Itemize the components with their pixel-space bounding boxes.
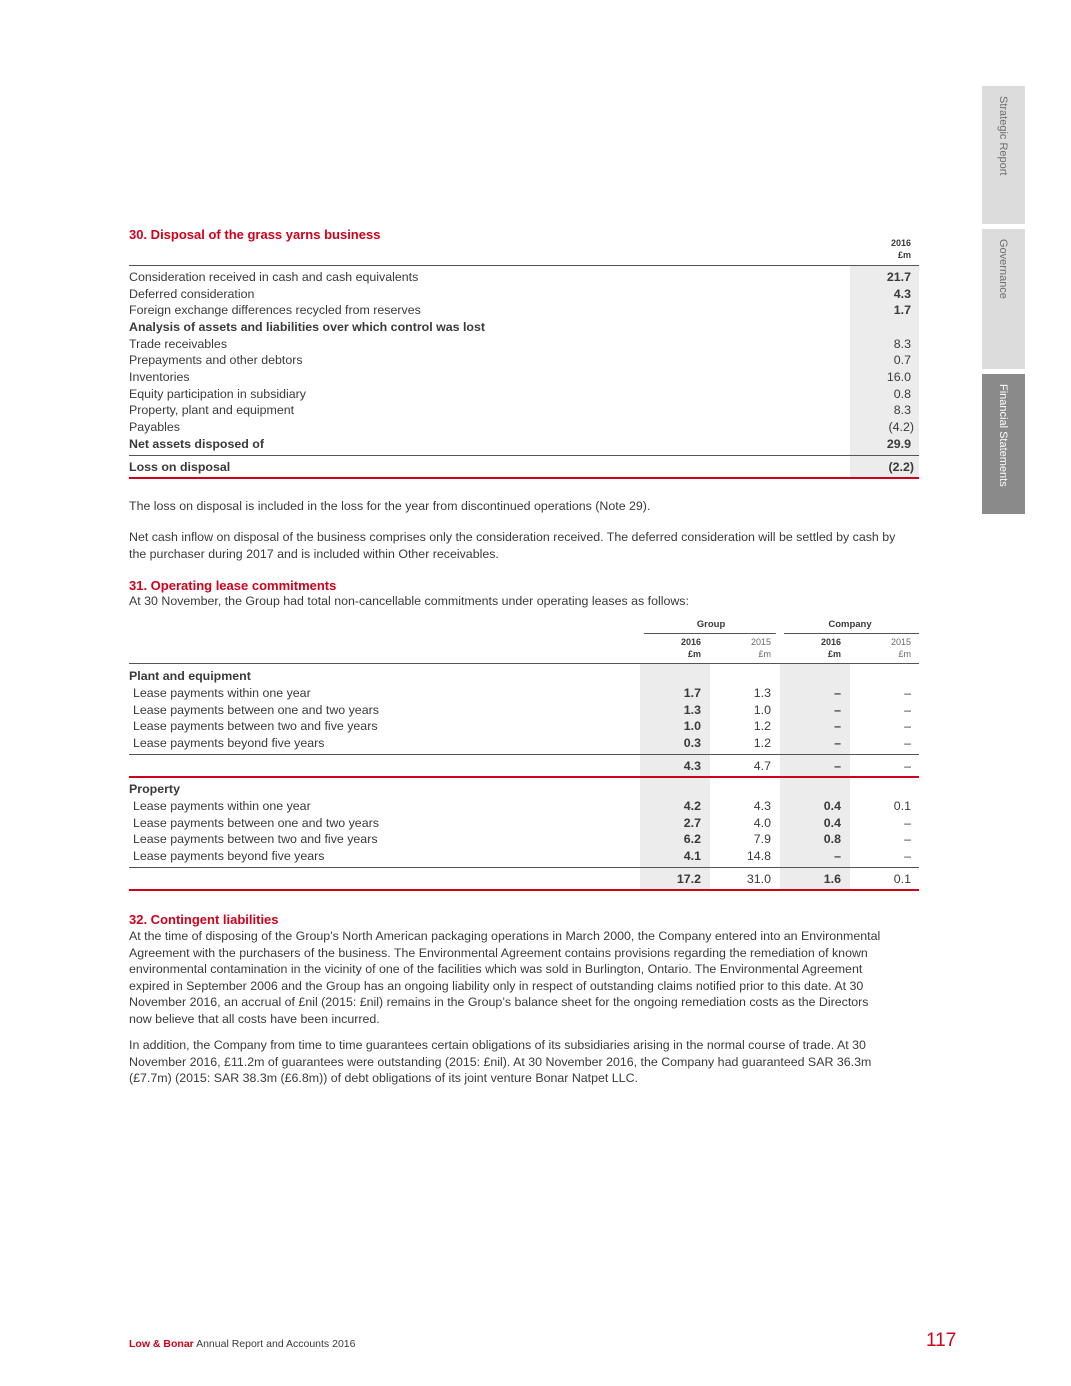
table-row bbox=[129, 402, 919, 419]
table-row bbox=[129, 286, 919, 303]
col-unit: £m bbox=[898, 649, 911, 659]
page-number: 117 bbox=[926, 1330, 957, 1351]
side-tab-label: Governance bbox=[997, 239, 1009, 299]
cell-company-2015: – bbox=[904, 686, 911, 700]
brand-name: Low & Bonar bbox=[129, 1338, 194, 1350]
cell-company-2016: – bbox=[834, 719, 841, 733]
rule-red bbox=[129, 889, 919, 891]
row-value: 21.7 bbox=[886, 270, 911, 284]
table-row bbox=[129, 702, 919, 719]
row-label: Deferred consideration bbox=[129, 287, 255, 301]
cell-company-2016: 0.4 bbox=[823, 799, 841, 813]
row-label: Lease payments between two and five years bbox=[133, 719, 378, 733]
cell-company-2016: – bbox=[834, 736, 841, 750]
row-label: Lease payments within one year bbox=[133, 686, 311, 700]
table-row bbox=[129, 798, 919, 815]
table-total-row bbox=[129, 871, 919, 888]
table-row bbox=[129, 685, 919, 702]
row-value: 8.3 bbox=[893, 403, 911, 417]
cell-company-2015: – bbox=[904, 703, 911, 717]
side-tab-label: Strategic Report bbox=[997, 96, 1009, 176]
group-header: Group bbox=[696, 619, 726, 630]
col-header bbox=[721, 636, 771, 660]
table-row bbox=[129, 831, 919, 848]
table-total-row bbox=[129, 758, 919, 775]
cell-group-2015: 4.3 bbox=[753, 799, 771, 813]
table-row bbox=[129, 848, 919, 865]
row-label: Lease payments beyond five years bbox=[133, 849, 325, 863]
section-label: Plant and equipment bbox=[129, 669, 251, 683]
cell-group-2015: 1.0 bbox=[753, 703, 771, 717]
cell-group-2015: 1.2 bbox=[753, 736, 771, 750]
cell-group-2016: 4.2 bbox=[683, 799, 701, 813]
cell-group-2015: 1.3 bbox=[753, 686, 771, 700]
footer-title bbox=[129, 1338, 355, 1350]
row-label: Trade receivables bbox=[129, 337, 228, 351]
row-label: Analysis of assets and liabilities over which control was lost bbox=[129, 320, 485, 334]
row-value: (4.2) bbox=[888, 420, 914, 434]
cell-company-2016: – bbox=[834, 686, 841, 700]
col-header bbox=[651, 636, 701, 660]
cell-company-2015: – bbox=[904, 736, 911, 750]
col-unit: £m bbox=[897, 250, 911, 260]
cell-company-2015: – bbox=[904, 832, 911, 846]
side-tab-label: Financial Statements bbox=[997, 384, 1009, 487]
cell-group-2015: 31.0 bbox=[746, 872, 771, 886]
report-title: Annual Report and Accounts 2016 bbox=[196, 1338, 356, 1350]
row-value: 0.8 bbox=[893, 387, 911, 401]
row-label: Equity participation in subsidiary bbox=[129, 387, 307, 401]
cell-company-2015: 0.1 bbox=[893, 799, 911, 813]
row-label: Lease payments between two and five years bbox=[133, 832, 378, 846]
col-year: 2016 bbox=[820, 637, 841, 647]
table-row bbox=[129, 302, 919, 319]
row-label: Foreign exchange differences recycled from reserves bbox=[129, 303, 421, 317]
col-unit: £m bbox=[758, 649, 771, 659]
col-unit: £m bbox=[687, 649, 701, 659]
cell-company-2016: 1.6 bbox=[823, 872, 841, 886]
cell-group-2016: 17.2 bbox=[676, 872, 701, 886]
cell-company-2015: – bbox=[904, 719, 911, 733]
table-row bbox=[129, 386, 919, 403]
cell-group-2016: 1.3 bbox=[683, 703, 701, 717]
note32-title: 32. Contingent liabilities bbox=[129, 912, 279, 927]
cell-company-2016: 0.8 bbox=[823, 832, 841, 846]
row-label: Net assets disposed of bbox=[129, 437, 264, 451]
cell-group-2016: 4.3 bbox=[683, 759, 701, 773]
cell-group-2015: 7.9 bbox=[753, 832, 771, 846]
table-row bbox=[129, 352, 919, 369]
row-label: Inventories bbox=[129, 370, 190, 384]
row-label: Property, plant and equipment bbox=[129, 403, 295, 417]
cell-group-2016: 4.1 bbox=[683, 849, 701, 863]
row-value: 8.3 bbox=[893, 337, 911, 351]
cell-company-2015: – bbox=[904, 849, 911, 863]
cell-company-2015: 0.1 bbox=[893, 872, 911, 886]
row-value: 1.7 bbox=[893, 303, 911, 317]
row-label: Loss on disposal bbox=[129, 460, 231, 474]
row-value: 29.9 bbox=[886, 437, 911, 451]
col-year: 2015 bbox=[750, 637, 771, 647]
row-label: Consideration received in cash and cash equivalents bbox=[129, 270, 419, 284]
table-row bbox=[129, 369, 919, 386]
cell-group-2015: 4.0 bbox=[753, 816, 771, 830]
note30-col-header bbox=[850, 237, 911, 261]
table-row bbox=[129, 419, 919, 436]
rule bbox=[129, 867, 919, 868]
row-label: Lease payments within one year bbox=[133, 799, 311, 813]
col-year: 2015 bbox=[890, 637, 911, 647]
note31-title: 31. Operating lease commitments bbox=[129, 578, 337, 593]
cell-group-2015: 4.7 bbox=[753, 759, 771, 773]
table-section-heading bbox=[129, 781, 919, 798]
rule bbox=[129, 663, 919, 664]
cell-group-2015: 1.2 bbox=[753, 719, 771, 733]
col-year: 2016 bbox=[890, 238, 911, 248]
table-row bbox=[129, 336, 919, 353]
note31-intro: At 30 November, the Group had total non-cancellable commitments under operating leases as follows: bbox=[129, 594, 689, 608]
side-tab-strategic-report[interactable] bbox=[982, 86, 1025, 224]
note30-paragraph: Net cash inflow on disposal of the business comprises only the consideration received. The deferred consideration will be settled by cash by the purchaser during 2017 and is included within Other receivables. bbox=[129, 530, 896, 561]
table-section-heading bbox=[129, 319, 919, 336]
cell-company-2015: – bbox=[904, 759, 911, 773]
rule-red bbox=[129, 776, 919, 778]
cell-group-2016: 1.7 bbox=[683, 686, 701, 700]
row-value: 4.3 bbox=[893, 287, 911, 301]
table-total-row bbox=[129, 459, 919, 476]
table-total-row bbox=[129, 436, 919, 453]
table-section-heading bbox=[129, 668, 919, 685]
side-tab-governance[interactable] bbox=[982, 229, 1025, 369]
cell-company-2016: – bbox=[834, 703, 841, 717]
row-value: 16.0 bbox=[886, 370, 911, 384]
note32-paragraph: At the time of disposing of the Group’s North American packaging operations in March 2000, the Company entered into an Environmental Agreement with the purchasers of the business. The Environmental Agreement contains provisions regarding the remediation of known environmental contamination in the vicinity of one of the facilities which was sold in Burlington, Ontario. The Environmental Agreement expired in September 2006 and the Group has an ongoing liability only in respect of outstanding claims notified prior to this date. At 30 November 2016, an accrual of £nil (2015: £nil) remains in the Group’s balance sheet for the ongoing remediation costs as the Directors now believe that all costs have been incurred. bbox=[129, 929, 881, 1026]
cell-company-2016: – bbox=[834, 759, 841, 773]
col-header bbox=[861, 636, 911, 660]
company-header: Company bbox=[828, 619, 872, 630]
cell-group-2016: 2.7 bbox=[683, 816, 701, 830]
cell-group-2015: 14.8 bbox=[746, 849, 771, 863]
col-header bbox=[791, 636, 841, 660]
row-label: Payables bbox=[129, 420, 180, 434]
cell-company-2015: – bbox=[904, 816, 911, 830]
table-row bbox=[129, 269, 919, 286]
col-unit: £m bbox=[827, 649, 841, 659]
cell-group-2016: 6.2 bbox=[683, 832, 701, 846]
row-label: Prepayments and other debtors bbox=[129, 353, 303, 367]
side-tab-financial-statements[interactable] bbox=[982, 374, 1025, 514]
rule bbox=[644, 633, 776, 634]
cell-company-2016: – bbox=[834, 849, 841, 863]
rule bbox=[129, 455, 919, 456]
cell-company-2016: 0.4 bbox=[823, 816, 841, 830]
rule-red bbox=[129, 477, 919, 479]
row-value: 0.7 bbox=[893, 353, 911, 367]
section-label: Property bbox=[129, 782, 180, 796]
note30-title: 30. Disposal of the grass yarns business bbox=[129, 227, 381, 242]
row-label: Lease payments between one and two years bbox=[133, 816, 379, 830]
rule bbox=[784, 633, 919, 634]
cell-group-2016: 0.3 bbox=[683, 736, 701, 750]
row-value: (2.2) bbox=[888, 460, 914, 474]
cell-group-2016: 1.0 bbox=[683, 719, 701, 733]
note30-paragraph: The loss on disposal is included in the loss for the year from discontinued operations (Note 29). bbox=[129, 499, 651, 513]
row-label: Lease payments beyond five years bbox=[133, 736, 325, 750]
col-year: 2016 bbox=[680, 637, 701, 647]
rule bbox=[129, 265, 919, 266]
note32-paragraph: In addition, the Company from time to time guarantees certain obligations of its subsidiaries arising in the normal course of trade. At 30 November 2016, £11.2m of guarantees were outstanding (2015: £nil). At 30 November 2016, the Company had guaranteed SAR 36.3m (£7.7m) (2015: SAR 38.3m (£6.8m)) of debt obligations of its joint venture Bonar Natpet LLC. bbox=[129, 1038, 872, 1085]
table-row bbox=[129, 735, 919, 752]
table-row bbox=[129, 815, 919, 832]
rule bbox=[129, 754, 919, 755]
row-label: Lease payments between one and two years bbox=[133, 703, 379, 717]
table-row bbox=[129, 718, 919, 735]
